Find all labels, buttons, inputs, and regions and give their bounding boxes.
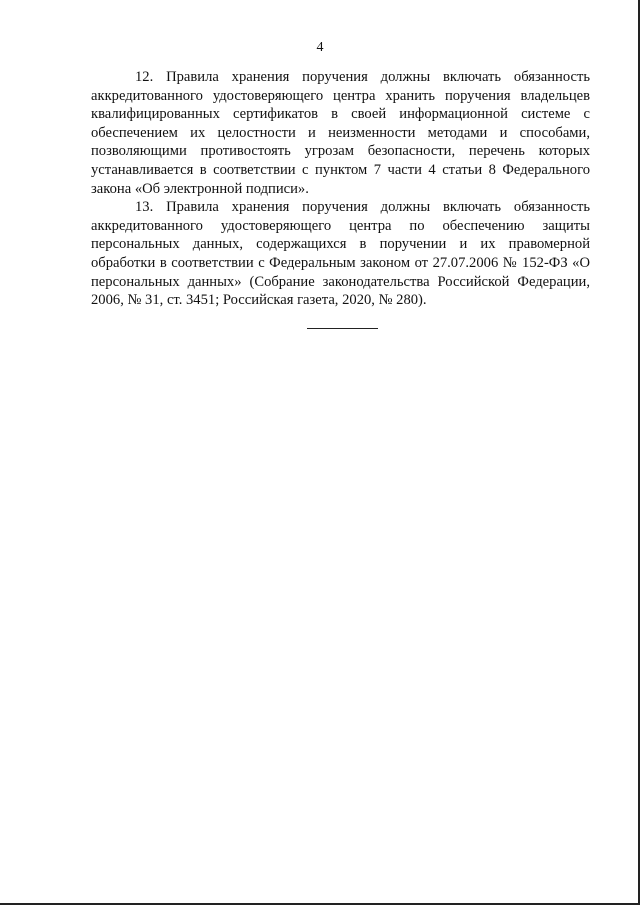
document-body xyxy=(91,68,590,310)
end-separator-line xyxy=(307,328,378,329)
paragraph-12: 12. Правила хранения поручения должны включать обязанность аккредитованного удостоверяющего центра хранить поручения владельцев квалифицированных сертификатов в своей информационной системе с обеспечением их целостности и неизменности методами и способами, позволяющими противостоять угрозам безопасности, перечень которых устанавливается в соответствии с пунктом 7 части 4 статьи 8 Федерального закона «Об электронной подписи». xyxy=(91,69,590,197)
paragraph-13: 13. Правила хранения поручения должны включать обязанность аккредитованного удостоверяющего центра по обеспечению защиты персональных данных, содержащихся в поручении и их правомерной обработки в соответствии с Федеральным законом от 27.07.2006 № 152-ФЗ «О персональных данных» (Собрание законодательства Российской Федерации, 2006, № 31, ст. 3451; Российская газета, 2020, № 280). xyxy=(91,199,590,309)
page-number: 4 xyxy=(316,40,324,55)
